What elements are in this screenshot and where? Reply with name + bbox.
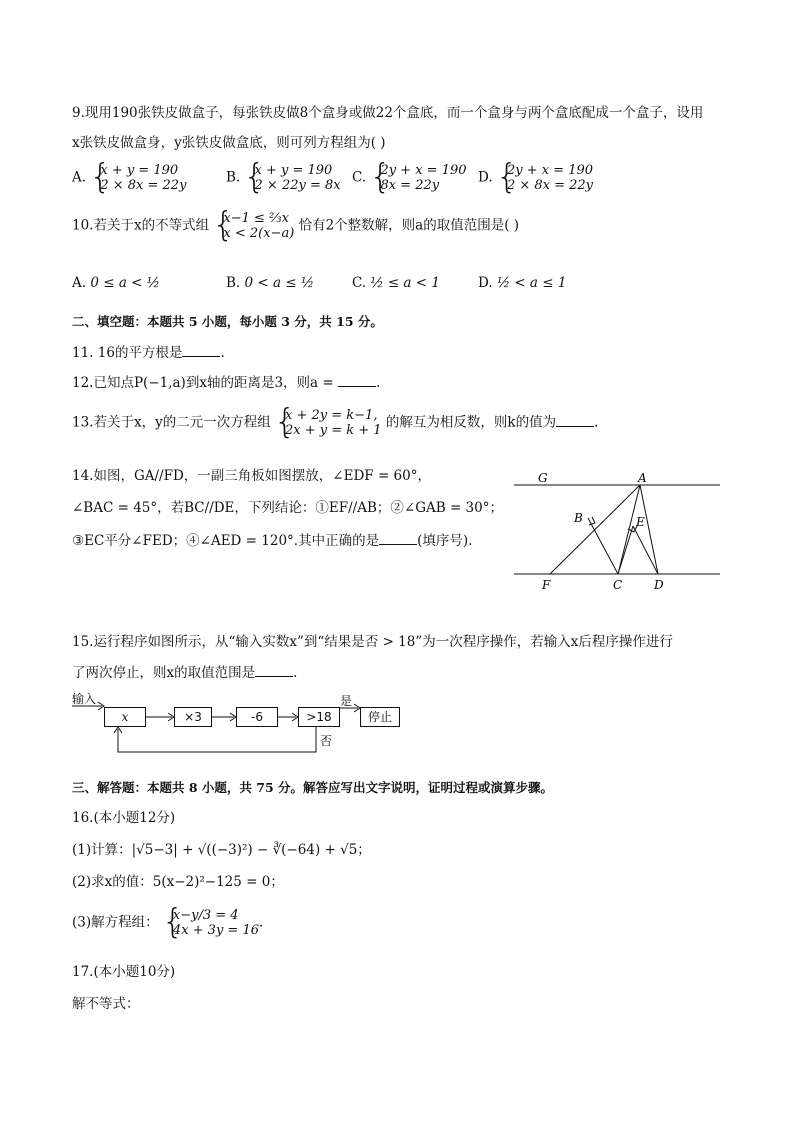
label-a: A bbox=[638, 471, 647, 485]
q10-option-b: B. 0 < a ≤ ½ bbox=[226, 275, 315, 291]
label-g: G bbox=[538, 471, 548, 485]
q17-title: 17.(本小题10分) bbox=[72, 964, 176, 980]
q9-option-d: D. { 2y + x = 190 2 × 8x = 22y bbox=[478, 163, 593, 193]
section-3-heading: 三、解答题：本题共 8 小题，共 75 分。解答应写出文字说明，证明过程或演算步骤。 bbox=[72, 780, 554, 795]
q15-line1: 15.运行程序如图所示，从“输入实数x”到“结果是否 > 18”为一次程序操作，若输入x后程序操作进行 bbox=[72, 634, 673, 650]
segment-ad bbox=[640, 485, 658, 574]
q10-option-a: A. 0 ≤ a < ½ bbox=[72, 275, 160, 291]
flow-no-label: 否 bbox=[320, 734, 333, 748]
flow-x-box: x bbox=[104, 707, 146, 727]
segment-ed bbox=[633, 526, 658, 574]
flow-yes-label: 是 bbox=[340, 694, 353, 708]
label-f: F bbox=[542, 578, 551, 592]
q10-option-c: C. ½ ≤ a < 1 bbox=[352, 275, 440, 291]
q17-text: 解不等式： bbox=[72, 996, 140, 1012]
q16-part2: (2)求x的值：5(x−2)²−125 = 0； bbox=[72, 874, 284, 890]
q11: 11. 16的平方根是 . bbox=[72, 342, 225, 363]
q13: 13.若关于x，y的二元一次方程组 { x + 2y = k−1, 2x + y = k + 1 的解互为相反数，则k的值为 . bbox=[72, 408, 598, 438]
flow-input-label: 输入 bbox=[72, 692, 97, 706]
flow-gt18-box: >18 bbox=[298, 707, 340, 727]
q15-blank bbox=[255, 662, 293, 677]
q14-blank bbox=[379, 530, 417, 545]
label-c: C bbox=[613, 578, 623, 592]
q12-blank bbox=[338, 372, 376, 387]
q15-flowchart bbox=[72, 690, 412, 760]
q16-title: 16.(本小题12分) bbox=[72, 810, 176, 826]
section-2-heading: 二、填空题：本题共 5 小题，每小题 3 分，共 15 分。 bbox=[72, 314, 383, 329]
q16-part3: (3)解方程组： { x−y/3 = 4 4x + 3y = 16 . bbox=[72, 908, 263, 938]
segment-bc bbox=[588, 518, 618, 574]
q9-option-a: A. { x + y = 190 2 × 8x = 22y bbox=[72, 163, 186, 193]
flow-times3-box: ×3 bbox=[174, 707, 212, 727]
q9-line1: 9.现用190张铁皮做盒子，每张铁皮做8个盒身或做22个盒底，而一个盒身与两个盒底配成一个盒子，设用 bbox=[72, 105, 704, 121]
q9-line2: x张铁皮做盒身，y张铁皮做盒底，则可列方程组为( ) bbox=[72, 135, 386, 151]
q12: 12.已知点P(−1,a)到x轴的距离是3，则a = . bbox=[72, 372, 380, 393]
q13-blank bbox=[556, 412, 594, 427]
q14-line2: ∠BAC = 45°，若BC//DE，下列结论：①EF//AB；②∠GAB = 30°； bbox=[72, 500, 503, 516]
q10-stem: 10.若关于x的不等式组 { x−1 ≤ ⅔x x < 2(x−a) 恰有2个整数解，则a的取值范围是( ) bbox=[72, 211, 519, 241]
q11-blank bbox=[182, 342, 220, 357]
flow-stop-box: 停止 bbox=[360, 707, 400, 727]
q14-line3: ③EC平分∠FED；④∠AED = 120°.其中正确的是 (填序号). bbox=[72, 530, 472, 551]
label-e: E bbox=[636, 515, 645, 529]
q15-line2: 了两次停止，则x的取值范围是 . bbox=[72, 662, 297, 683]
q16-part1: (1)计算：|√5−3| + √((−3)²) − ∛(−64) + √5； bbox=[72, 842, 371, 858]
q14-geometry-figure bbox=[508, 466, 726, 596]
q14-line1: 14.如图，GA//FD，一副三角板如图摆放，∠EDF = 60°， bbox=[72, 468, 431, 484]
q9-option-c: C. { 2y + x = 190 8x = 22y bbox=[352, 163, 467, 193]
flow-minus6-box: -6 bbox=[236, 707, 278, 727]
label-d: D bbox=[654, 578, 664, 592]
q9-option-b: B. { x + y = 190 2 × 22y = 8x bbox=[226, 163, 341, 193]
label-b: B bbox=[574, 511, 583, 525]
segment-fa bbox=[550, 485, 640, 574]
segment-ce bbox=[618, 526, 633, 574]
q10-option-d: D. ½ < a ≤ 1 bbox=[478, 275, 567, 291]
